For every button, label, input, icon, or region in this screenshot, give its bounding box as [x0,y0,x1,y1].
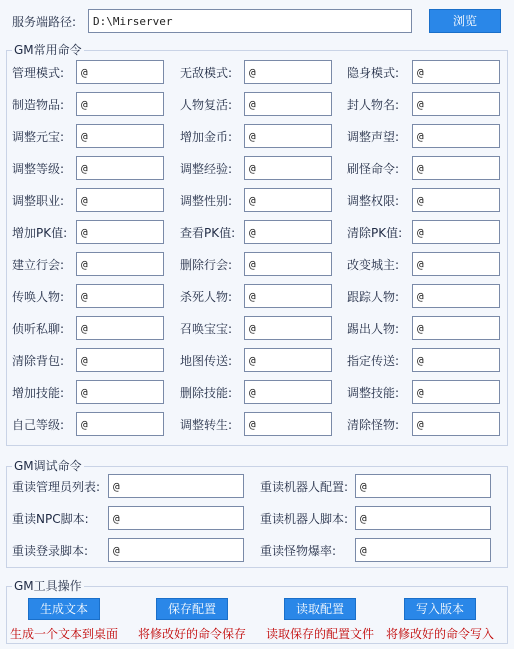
common-cmd-input[interactable] [412,220,500,244]
common-cmd-input[interactable] [76,220,164,244]
debug-cmd-label: 重读机器人脚本: [260,512,349,526]
common-cmd-input[interactable] [244,252,332,276]
write-version-button[interactable]: 写入版本 [404,598,476,620]
common-cmd-label: 删除技能: [180,386,233,400]
debug-cmd-input[interactable] [355,538,491,562]
generate-text-button[interactable]: 生成文本 [28,598,100,620]
common-cmd-input[interactable] [412,60,500,84]
common-cmd-label: 封人物名: [347,98,400,112]
common-cmd-label: 调整声望: [347,130,400,144]
common-commands-title: GM常用命令 [14,43,82,57]
common-cmd-input[interactable] [76,156,164,180]
common-cmd-label: 地图传送: [180,354,233,368]
common-cmd-input[interactable] [76,380,164,404]
common-cmd-input[interactable] [412,92,500,116]
debug-cmd-input[interactable] [355,506,491,530]
common-cmd-input[interactable] [76,60,164,84]
common-cmd-label: 制造物品: [12,98,65,112]
common-cmd-label: 杀死人物: [180,290,233,304]
common-cmd-input[interactable] [244,188,332,212]
common-cmd-input[interactable] [244,92,332,116]
common-cmd-input[interactable] [244,380,332,404]
common-cmd-input[interactable] [412,348,500,372]
common-cmd-input[interactable] [244,220,332,244]
debug-cmd-label: 重读登录脚本: [12,544,89,558]
common-cmd-input[interactable] [412,380,500,404]
tool-description: 将修改好的命令写入 [386,627,495,641]
common-cmd-label: 改变城主: [347,258,400,272]
load-config-button[interactable]: 读取配置 [284,598,356,620]
common-cmd-input[interactable] [412,124,500,148]
common-cmd-input[interactable] [412,412,500,436]
common-cmd-label: 增加金币: [180,130,233,144]
common-cmd-input[interactable] [76,252,164,276]
tool-description: 将修改好的命令保存 [138,627,247,641]
common-cmd-label: 清除背包: [12,354,65,368]
common-cmd-input[interactable] [76,316,164,340]
common-cmd-input[interactable] [244,284,332,308]
common-cmd-label: 调整权限: [347,194,400,208]
common-cmd-input[interactable] [244,412,332,436]
common-cmd-label: 踢出人物: [347,322,400,336]
common-cmd-input[interactable] [76,124,164,148]
debug-cmd-input[interactable] [355,474,491,498]
common-cmd-input[interactable] [76,348,164,372]
common-cmd-label: 清除PK值: [347,226,403,240]
common-cmd-input[interactable] [412,188,500,212]
common-cmd-input[interactable] [412,156,500,180]
common-cmd-input[interactable] [244,60,332,84]
common-cmd-label: 指定传送: [347,354,400,368]
common-cmd-input[interactable] [244,156,332,180]
debug-cmd-label: 重读管理员列表: [12,480,101,494]
common-cmd-input[interactable] [412,284,500,308]
debug-commands-title: GM调试命令 [14,459,82,473]
common-cmd-input[interactable] [244,316,332,340]
browse-button[interactable]: 浏览 [429,9,501,33]
common-cmd-label: 调整经验: [180,162,233,176]
common-cmd-input[interactable] [76,92,164,116]
common-cmd-label: 调整技能: [347,386,400,400]
common-cmd-input[interactable] [76,412,164,436]
save-config-button[interactable]: 保存配置 [156,598,228,620]
common-cmd-label: 调整元宝: [12,130,65,144]
server-path-input[interactable] [88,9,412,33]
common-cmd-label: 自己等级: [12,418,65,432]
common-cmd-label: 调整性别: [180,194,233,208]
common-cmd-label: 管理模式: [12,66,65,80]
common-cmd-label: 调整转生: [180,418,233,432]
common-cmd-label: 召唤宝宝: [180,322,233,336]
debug-cmd-label: 重读NPC脚本: [12,512,89,526]
debug-cmd-label: 重读机器人配置: [260,480,349,494]
debug-cmd-input[interactable] [108,474,244,498]
common-cmd-input[interactable] [76,284,164,308]
debug-cmd-label: 重读怪物爆率: [260,544,337,558]
common-cmd-label: 调整职业: [12,194,65,208]
common-cmd-label: 删除行会: [180,258,233,272]
common-cmd-input[interactable] [244,348,332,372]
common-cmd-label: 跟踪人物: [347,290,400,304]
common-cmd-label: 传唤人物: [12,290,65,304]
common-cmd-input[interactable] [412,252,500,276]
common-cmd-label: 增加PK值: [12,226,68,240]
common-cmd-label: 增加技能: [12,386,65,400]
debug-cmd-input[interactable] [108,506,244,530]
debug-cmd-input[interactable] [108,538,244,562]
common-cmd-label: 查看PK值: [180,226,236,240]
common-cmd-label: 隐身模式: [347,66,400,80]
common-cmd-input[interactable] [412,316,500,340]
common-cmd-label: 清除怪物: [347,418,400,432]
tool-description: 生成一个文本到桌面 [10,627,119,641]
common-cmd-label: 建立行会: [12,258,65,272]
common-cmd-label: 调整等级: [12,162,65,176]
common-cmd-label: 刷怪命令: [347,162,400,176]
common-cmd-input[interactable] [244,124,332,148]
common-cmd-label: 人物复活: [180,98,233,112]
common-cmd-input[interactable] [76,188,164,212]
common-cmd-label: 无敌模式: [180,66,233,80]
server-path-label: 服务端路径: [12,15,77,29]
common-cmd-label: 侦听私聊: [12,322,65,336]
tool-description: 读取保存的配置文件 [266,627,375,641]
tools-title: GM工具操作 [14,579,82,593]
